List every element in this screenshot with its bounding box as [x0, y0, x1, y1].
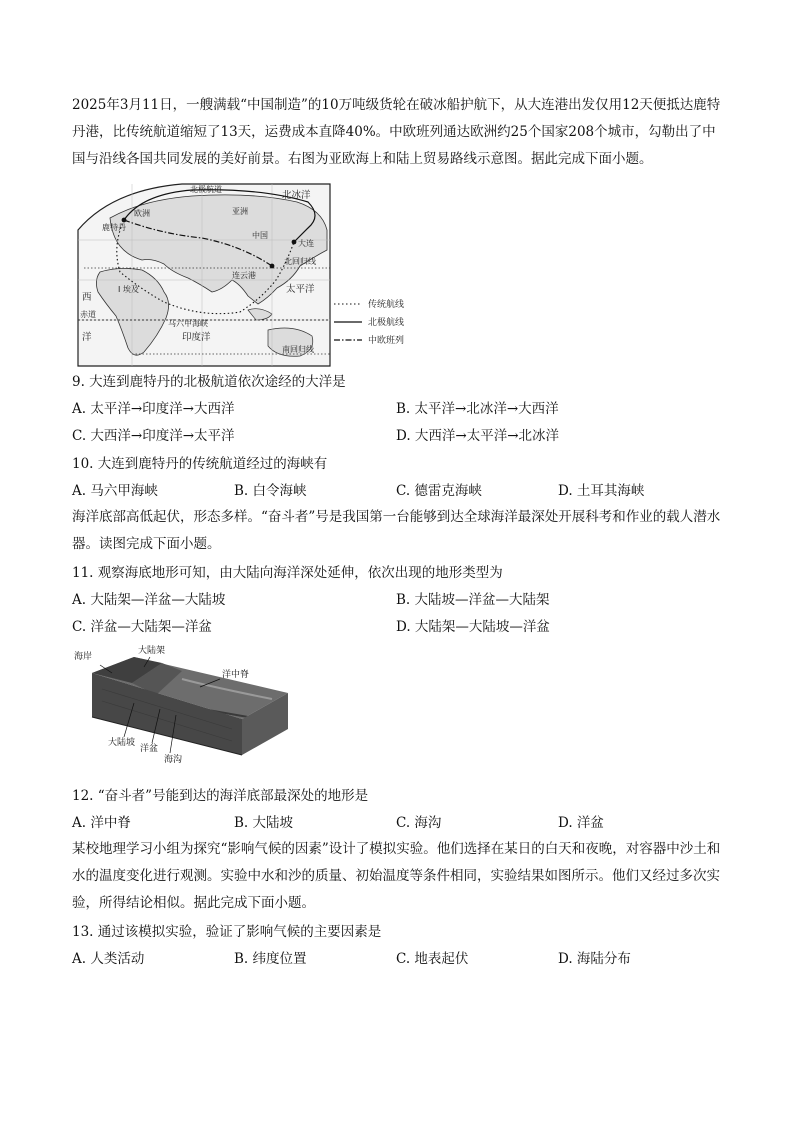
label-lianyungang: 连云港: [232, 271, 256, 280]
question-10-option-b: B. 白令海峡: [234, 483, 307, 499]
legend-arctic-route: 北极航线: [368, 318, 405, 328]
question-10-option-d: D. 土耳其海峡: [558, 483, 645, 499]
question-9-stem: 9. 大连到鹿特丹的北极航道依次途经的大洋是: [72, 374, 346, 390]
question-13-option-d: D. 海陆分布: [558, 951, 631, 967]
label-arctic-ocean: 北冰洋: [282, 190, 311, 201]
label-indian-ocean: 印度洋: [182, 332, 211, 343]
question-11-stem: 11. 观察海底地形可知，由大陆向海洋深处延伸，依次出现的地形类型为: [72, 565, 503, 581]
seafloor-block-diagram: [72, 643, 294, 765]
label-ocean: 洋: [82, 332, 92, 343]
question-12-option-a: A. 洋中脊: [72, 815, 131, 831]
question-10-option-a: A. 马六甲海峡: [72, 483, 158, 499]
label-ocean-basin: 洋盆: [140, 744, 159, 754]
label-europe: 欧洲: [134, 209, 150, 218]
question-9-option-c: C. 大西洋→印度洋→太平洋: [72, 428, 235, 444]
label-continental-slope: 大陆坡: [108, 738, 136, 748]
question-11-option-c: C. 洋盆—大陆架—洋盆: [72, 619, 212, 635]
label-china: 中国: [252, 231, 268, 240]
question-13-stem: 13. 通过该模拟实验，验证了影响气候的主要因素是: [72, 924, 382, 940]
question-11-option-d: D. 大陆架—大陆坡—洋盆: [396, 619, 550, 635]
label-egypt: I 埃及: [118, 285, 139, 294]
label-equator: 赤道: [80, 310, 96, 319]
label-trench: 海沟: [164, 755, 183, 765]
question-13-option-a: A. 人类活动: [72, 951, 145, 967]
question-11-option-b: B. 大陆坡—洋盆—大陆架: [396, 592, 550, 608]
label-coast: 海岸: [74, 652, 93, 662]
question-9-option-b: B. 太平洋→北冰洋→大西洋: [396, 401, 559, 417]
question-10-stem: 10. 大连到鹿特丹的传统航道经过的海峡有: [72, 456, 328, 472]
question-10-option-c: C. 德雷克海峡: [396, 483, 482, 499]
intro-paragraph-3: 某校地理学习小组为探究“影响气候的因素”设计了模拟实验。他们选择在某日的白天和夜晚，对容器中沙土和水的温度变化进行观测。实验中水和沙的质量、初始温度等条件相同，实验结果如图所示。他们又经过多次实验，所得结论相似。据此完成下面小题。: [72, 841, 721, 911]
intro-paragraph-1: 2025年3月11日，一艘满载“中国制造”的10万吨级货轮在破冰船护航下，从大连港出发仅用12天便抵达鹿特丹港，比传统航道缩短了13天，运费成本直降40%。中欧班列通达欧洲约25个国家208个城市，勾勒出了中国与沿线各国共同发展的美好前景。右图为亚欧海上和陆上贸易路线示意图。据此完成下面小题。: [72, 97, 721, 167]
question-13-option-c: C. 地表起伏: [396, 951, 469, 967]
question-12-option-d: D. 洋盆: [558, 815, 604, 831]
label-pacific: 太平洋: [286, 284, 315, 295]
label-tropic-south: 南回归线: [282, 345, 314, 354]
question-12-stem: 12. “奋斗者”号能到达的海洋底部最深处的地形是: [72, 788, 369, 804]
label-rotterdam: 鹿特丹: [102, 223, 126, 232]
question-9-option-a: A. 太平洋→印度洋→大西洋: [72, 401, 235, 417]
legend-china-europe-rail: 中欧班列: [368, 336, 405, 346]
label-arctic-route: 北极航道: [190, 185, 222, 194]
label-mid-ocean-ridge: 洋中脊: [222, 670, 250, 680]
legend-traditional-route: 传统航线: [368, 300, 405, 310]
question-12-option-c: C. 海沟: [396, 815, 442, 831]
label-west: 西: [82, 292, 92, 303]
label-malacca: 马六甲海峡: [168, 319, 208, 328]
label-continental-shelf: 大陆架: [138, 646, 166, 656]
intro-paragraph-2: 海洋底部高低起伏，形态多样。“奋斗者”号是我国第一台能够到达全球海洋最深处开展科考和作业的载人潜水器。读图完成下面小题。: [72, 509, 721, 552]
label-asia: 亚洲: [232, 207, 248, 216]
question-11-option-a: A. 大陆架—洋盆—大陆坡: [72, 592, 226, 608]
label-dalian: 大连: [298, 239, 314, 248]
question-12-option-b: B. 大陆坡: [234, 815, 294, 831]
label-tropic-north: 北回归线: [284, 257, 316, 266]
trade-route-map: [72, 180, 420, 368]
question-13-option-b: B. 纬度位置: [234, 951, 307, 967]
question-9-option-d: D. 大西洋→太平洋→北冰洋: [396, 428, 560, 444]
